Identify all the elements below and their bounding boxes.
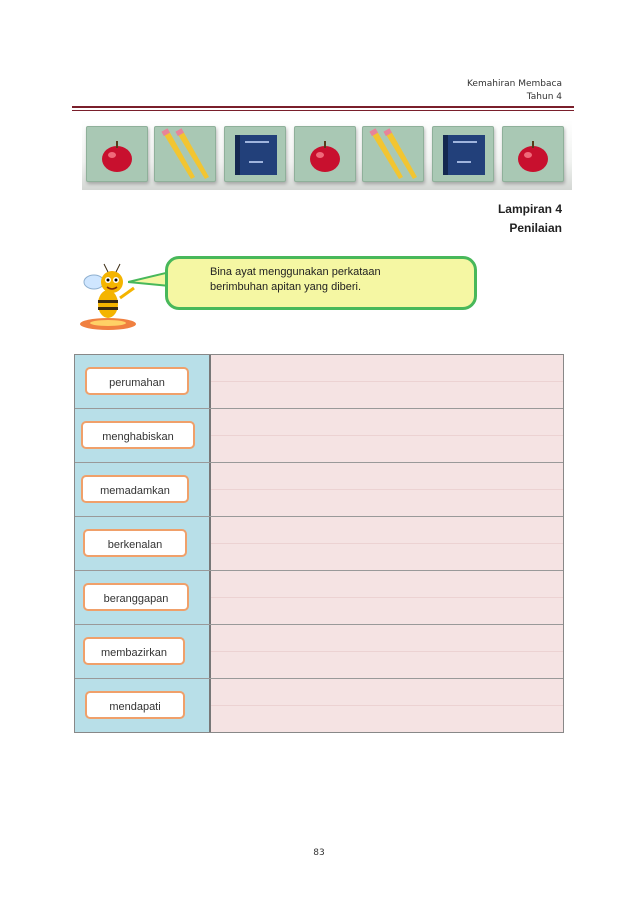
answer-cell[interactable] xyxy=(211,517,563,571)
page-header xyxy=(467,78,562,104)
appendix-heading xyxy=(498,200,562,238)
apple-icon xyxy=(294,126,356,182)
apple-icon xyxy=(502,126,564,182)
table-row xyxy=(75,517,563,571)
word-label: menghabiskan xyxy=(81,421,195,449)
header-subject: Kemahiran Membaca xyxy=(466,79,562,89)
answer-cell[interactable] xyxy=(211,409,563,463)
page-number: 83 xyxy=(313,848,325,858)
table-row xyxy=(75,625,563,679)
book-icon xyxy=(224,126,286,182)
table-row xyxy=(75,463,563,517)
word-label: membazirkan xyxy=(83,637,185,665)
table-row xyxy=(75,355,563,409)
word-label: mendapati xyxy=(85,691,185,719)
appendix-title: Penilaian xyxy=(509,221,562,235)
decorative-banner xyxy=(82,120,572,190)
pencils-icon xyxy=(154,126,216,182)
speech-bubble-tail xyxy=(128,270,170,290)
word-label: perumahan xyxy=(85,367,189,395)
answer-cell[interactable] xyxy=(211,571,563,625)
table-row xyxy=(75,571,563,625)
table-row xyxy=(75,409,563,463)
header-rule xyxy=(72,106,574,108)
instruction-line-1: Bina ayat menggunakan perkataan xyxy=(210,266,381,278)
answer-cell[interactable] xyxy=(211,355,563,409)
header-year: Tahun 4 xyxy=(526,92,562,102)
instruction-text xyxy=(210,265,440,295)
word-label: berkenalan xyxy=(83,529,187,557)
answer-table xyxy=(74,354,564,733)
word-label: beranggapan xyxy=(83,583,189,611)
apple-icon xyxy=(86,126,148,182)
table-row xyxy=(75,679,563,732)
answer-cell[interactable] xyxy=(211,625,563,679)
instruction-line-2: berimbuhan apitan yang diberi. xyxy=(210,281,362,293)
answer-cell[interactable] xyxy=(211,679,563,732)
pencils-icon xyxy=(362,126,424,182)
appendix-label: Lampiran 4 xyxy=(497,202,562,216)
word-label: memadamkan xyxy=(81,475,189,503)
book-icon xyxy=(432,126,494,182)
header-rule-thin xyxy=(72,110,574,111)
answer-cell[interactable] xyxy=(211,463,563,517)
